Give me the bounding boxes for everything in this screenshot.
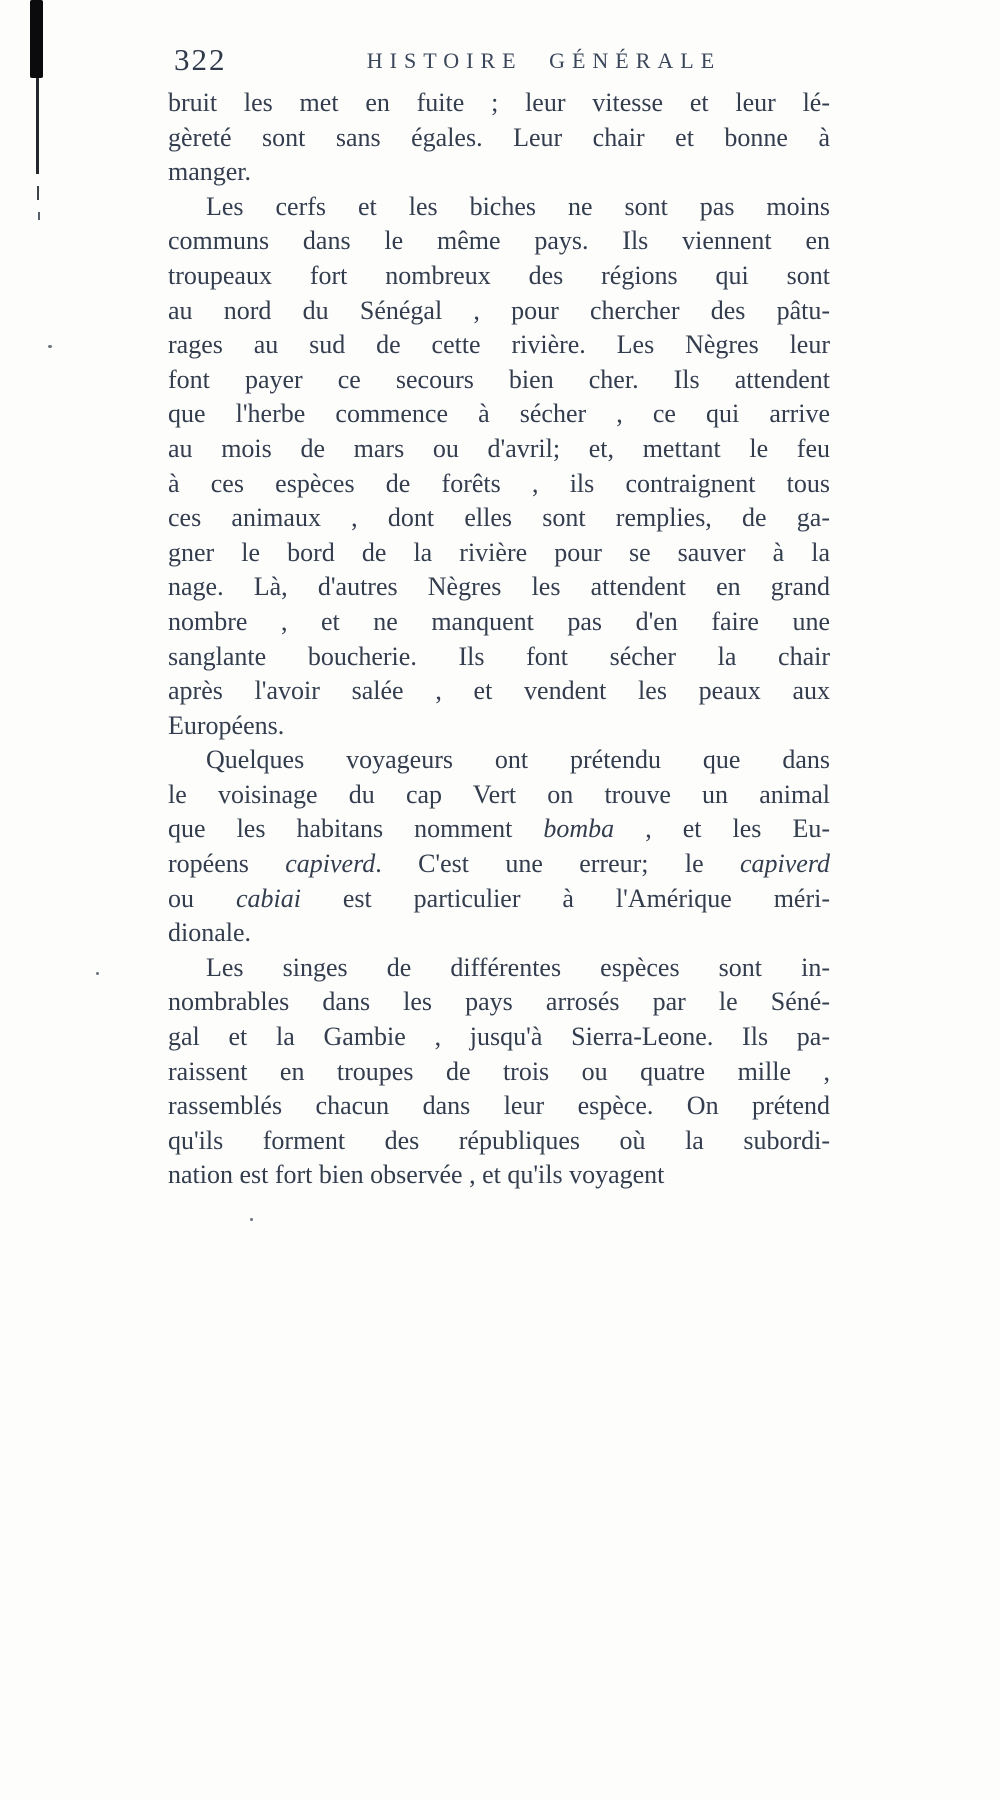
body-text: nation est fort bien observée , et qu'ils voyagent — [168, 1160, 665, 1190]
body-text: sanglante boucherie. Ils font sécher la chair — [168, 641, 830, 671]
text-line — [168, 743, 830, 778]
body-text: , et les Eu- — [614, 814, 830, 844]
body-text: gner le bord de la rivière pour se sauver à la — [168, 537, 830, 567]
body-text: nombrables dans les pays arrosés par le Séné- — [168, 987, 830, 1017]
body-text: ropéens — [168, 849, 286, 879]
text-line — [168, 467, 830, 502]
text-line — [168, 605, 830, 640]
scan-speck — [96, 972, 99, 975]
scan-speck — [48, 345, 52, 348]
page-number: 322 — [174, 42, 227, 77]
body-text: Européens. — [168, 710, 285, 740]
body-text: ces animaux , dont elles sont remplies, de ga- — [168, 503, 830, 533]
body-text: que l'herbe commence à sécher , ce qui arrive — [168, 399, 830, 429]
text-line — [168, 916, 830, 951]
text-line — [168, 1055, 830, 1090]
body-text: rages au sud de cette rivière. Les Nègres leur — [168, 330, 830, 360]
body-text: gal et la Gambie , jusqu'à Sierra-Leone. Ils pa- — [168, 1022, 830, 1052]
text-line — [168, 501, 830, 536]
italic-text: capiverd — [740, 849, 830, 879]
running-header: HISTOIRE GÉNÉRALE — [366, 48, 722, 73]
body-text: ou — [168, 883, 236, 913]
body-text: Les singes de différentes espèces sont in- — [206, 952, 830, 982]
text-line — [168, 294, 830, 329]
body-text: manger. — [168, 157, 252, 187]
text-line — [168, 224, 830, 259]
text-line — [168, 1020, 830, 1055]
text-line — [168, 432, 830, 467]
body-text: Quelques voyageurs ont prétendu que dans — [206, 745, 830, 775]
text-line — [168, 985, 830, 1020]
body-text: que les habitans nomment — [168, 814, 544, 844]
text-line — [168, 812, 830, 847]
body-text: gèreté sont sans égales. Leur chair et bonne à — [168, 122, 830, 152]
text-line — [168, 1124, 830, 1159]
text-line — [168, 951, 830, 986]
text-block — [168, 86, 830, 1193]
text-line — [168, 882, 830, 917]
body-text: au nord du Sénégal , pour chercher des pâtu- — [168, 295, 830, 325]
text-line — [168, 847, 830, 882]
italic-text: bomba — [543, 814, 615, 844]
scan-speck — [250, 1218, 253, 1221]
text-line — [168, 536, 830, 571]
body-text: bruit les met en fuite ; leur vitesse et leur lé- — [168, 88, 830, 117]
body-text: troupeaux fort nombreux des régions qui sont — [168, 260, 830, 290]
body-text: rassemblés chacun dans leur espèce. On prétend — [168, 1091, 830, 1121]
text-line — [168, 86, 830, 121]
text-line — [168, 363, 830, 398]
text-line — [168, 778, 830, 813]
body-text: font payer ce secours bien cher. Ils attendent — [168, 364, 830, 394]
text-line — [168, 674, 830, 709]
text-line — [168, 259, 830, 294]
text-line — [168, 570, 830, 605]
binding-mark-dash — [38, 212, 40, 220]
body-text: . C'est une erreur; le — [375, 849, 740, 879]
binding-mark-top — [30, 0, 43, 78]
body-text: au mois de mars ou d'avril; et, mettant le feu — [168, 433, 830, 463]
body-text: dionale. — [168, 918, 252, 948]
text-line — [168, 709, 830, 744]
text-line — [168, 1089, 830, 1124]
body-text: raissent en troupes de trois ou quatre mille , — [168, 1056, 830, 1086]
text-line — [168, 155, 830, 190]
body-text: communs dans le même pays. Ils viennent en — [168, 226, 830, 256]
italic-text: capiverd — [285, 849, 376, 879]
text-line — [168, 640, 830, 675]
body-text: à ces espèces de forêts , ils contraignent tous — [168, 468, 830, 498]
binding-mark-dash — [37, 186, 39, 200]
body-text: nage. Là, d'autres Nègres les attendent en grand — [168, 572, 830, 602]
binding-mark-line — [36, 78, 39, 174]
body-text: le voisinage du cap Vert on trouve un animal — [168, 779, 830, 809]
text-line — [168, 190, 830, 225]
body-text: est particulier à l'Amérique méri- — [300, 883, 830, 913]
text-line — [168, 397, 830, 432]
text-line — [168, 328, 830, 363]
text-line — [168, 121, 830, 156]
italic-text: cabiai — [235, 883, 301, 913]
page-header — [168, 40, 830, 82]
body-text: Les cerfs et les biches ne sont pas moins — [206, 191, 830, 221]
body-text: qu'ils forment des républiques où la subordi- — [168, 1125, 830, 1155]
text-line — [168, 1158, 830, 1193]
body-text: après l'avoir salée , et vendent les peaux aux — [168, 676, 830, 706]
body-text: nombre , et ne manquent pas d'en faire une — [168, 606, 830, 636]
